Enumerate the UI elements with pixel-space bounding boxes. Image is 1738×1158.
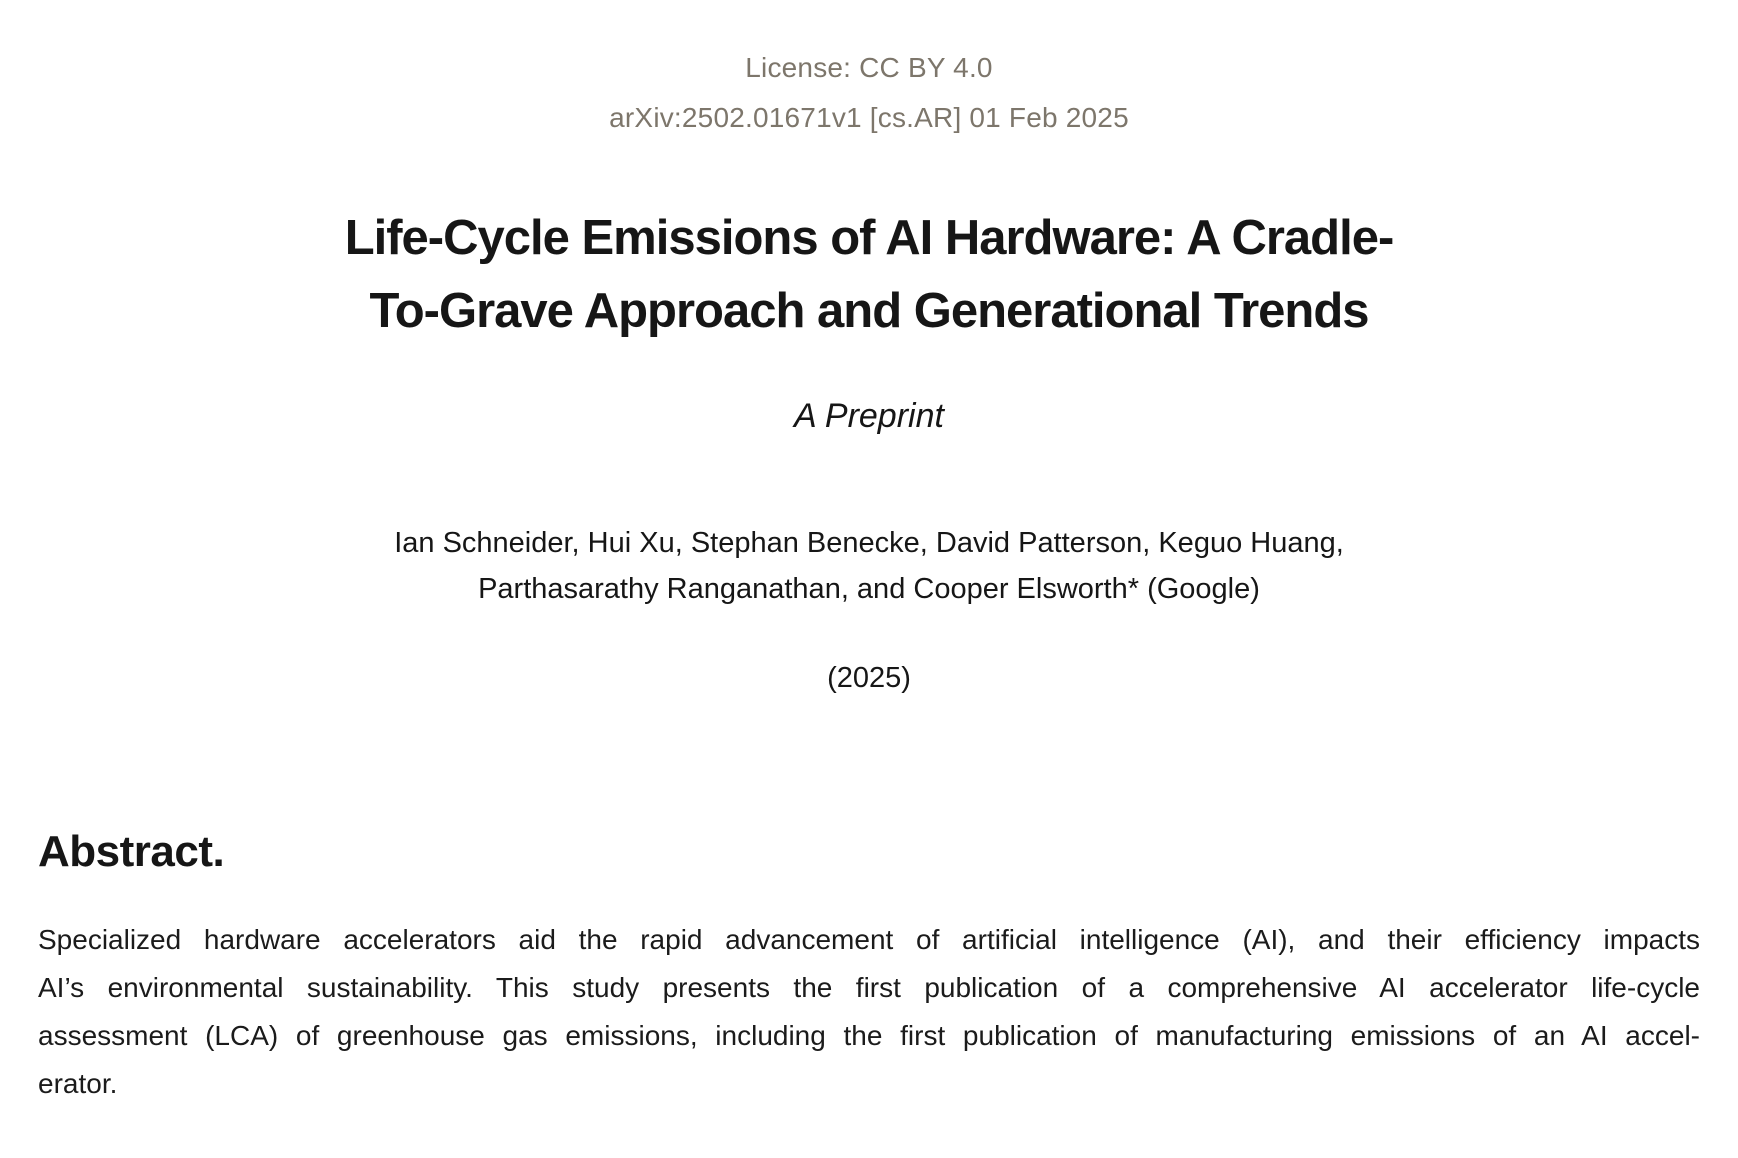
abstract-paragraph [38,916,1700,1108]
paper-title [0,202,1738,348]
abstract-line: erator. [38,1068,118,1099]
abstract-heading: Abstract. [38,827,225,876]
arxiv-metadata [0,43,1738,143]
paper-title-line-1: Life-Cycle Emissions of AI Hardware: A Cradle- [344,211,1394,265]
authors-line-1: Ian Schneider, Hui Xu, Stephan Benecke, David Patterson, Keguo Huang, [394,527,1344,559]
author-list [0,520,1738,612]
abstract-line: AI’s environmental sustainability. This study presents the first publication of a comprehensive AI accelerator life-cycle [38,972,1700,1003]
authors-line-2: Parthasarathy Ranganathan, and Cooper Elsworth* (Google) [478,573,1260,605]
license-text: License: CC BY 4.0 [745,52,993,83]
preprint-subtitle: A Preprint [794,397,944,435]
paper-title-line-2: To-Grave Approach and Generational Trends [369,284,1369,338]
abstract-line: assessment (LCA) of greenhouse gas emissions, including the first publication of manufacturing emissions of an AI accel- [38,1020,1700,1051]
abstract-line: Specialized hardware accelerators aid the rapid advancement of artificial intelligence (AI), and their efficiency impacts [38,924,1700,955]
arxiv-identifier: arXiv:2502.01671v1 [cs.AR] 01 Feb 2025 [609,102,1129,133]
publication-year: (2025) [827,662,911,694]
